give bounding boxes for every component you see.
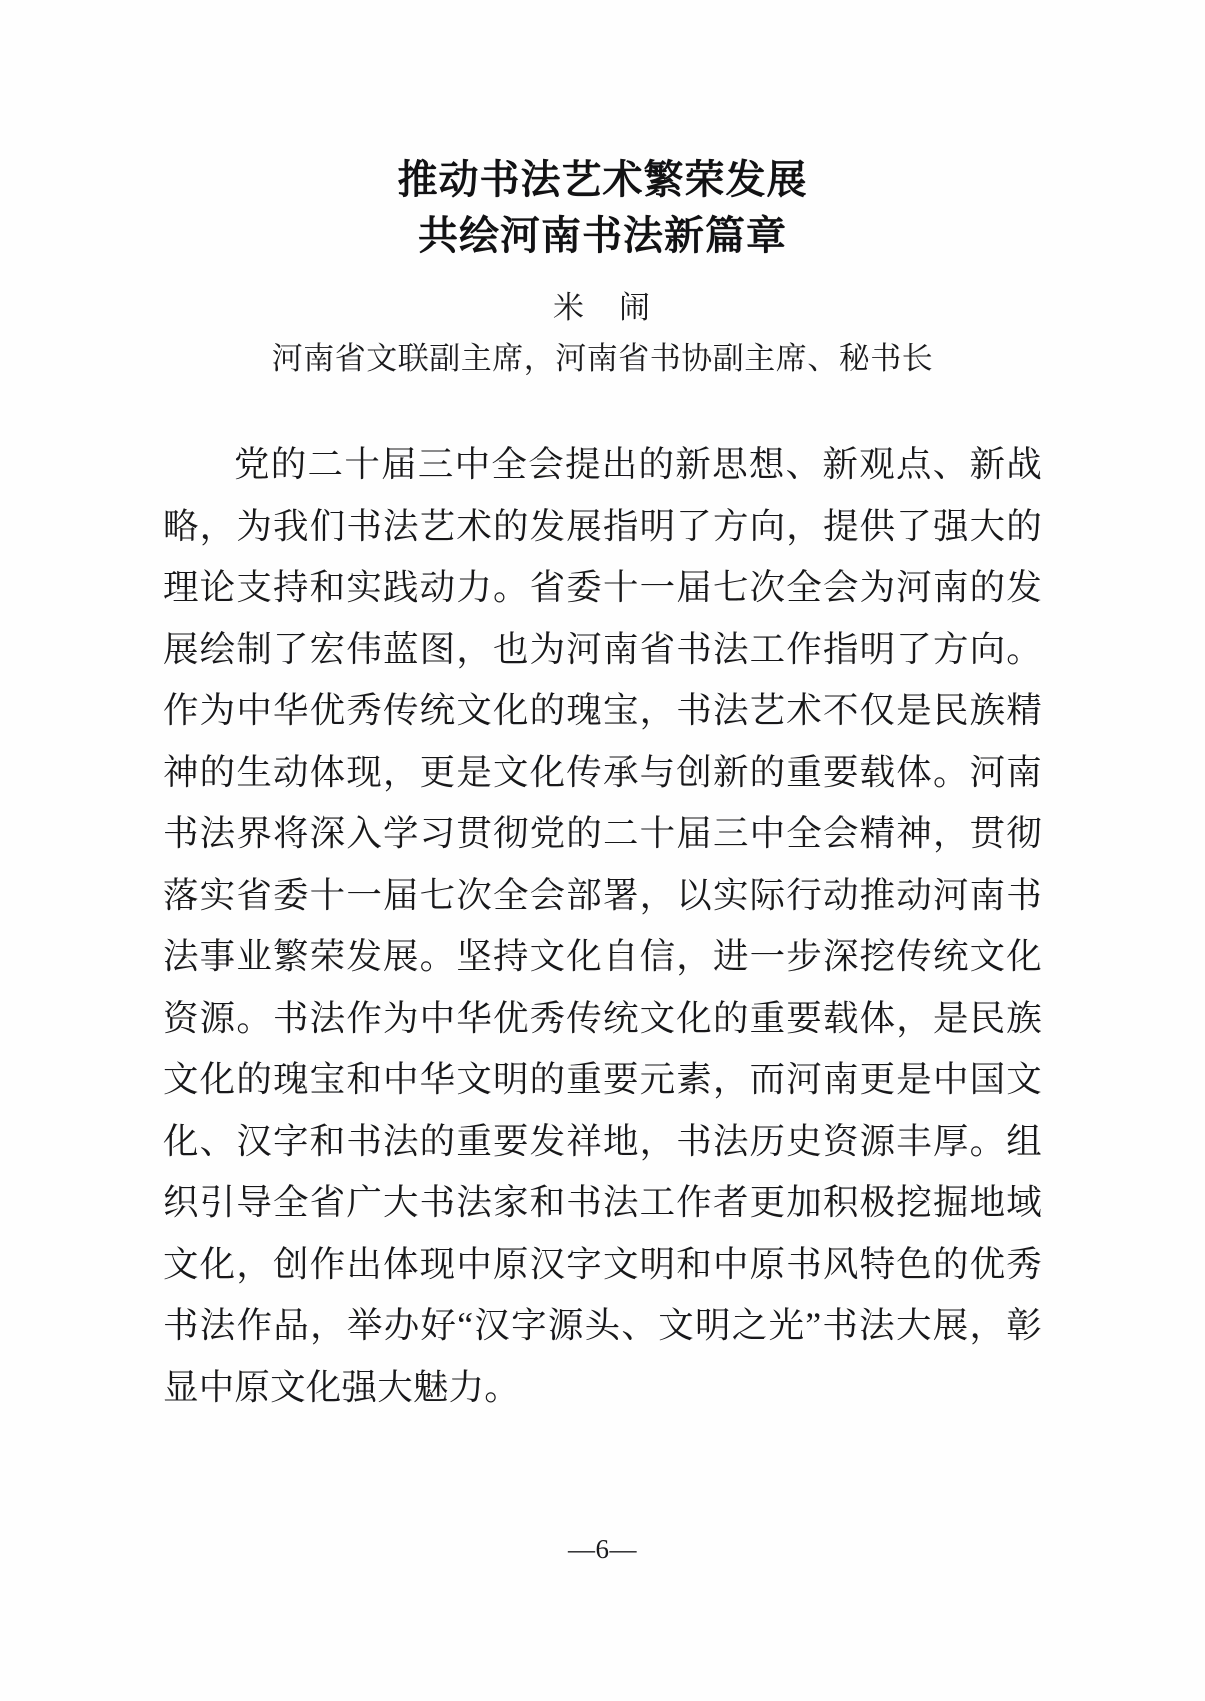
page-title-line-1: 推动书法艺术繁荣发展	[397, 157, 808, 202]
body-region	[0, 434, 1205, 1418]
title-block	[0, 0, 1205, 382]
page-number: —6—	[568, 1534, 637, 1564]
body-paragraph: 党的二十届三中全会提出的新思想、新观点、新战略，为我们书法艺术的发展指明了方向，提供了强大的理论支持和实践动力。省委十一届七次全会为河南的发展绘制了宏伟蓝图，也为河南省书法工作指明了方向。作为中华优秀传统文化的瑰宝，书法艺术不仅是民族精神的生动体现，更是文化传承与创新的重要载体。河南书法界将深入学习贯彻党的二十届三中全会精神，贯彻落实省委十一届七次全会部署，以实际行动推动河南书法事业繁荣发展。坚持文化自信，进一步深挖传统文化资源。书法作为中华优秀传统文化的重要载体，是民族文化的瑰宝和中华文明的重要元素，而河南更是中国文化、汉字和书法的重要发祥地，书法历史资源丰厚。组织引导全省广大书法家和书法工作者更加积极挖掘地域文化，创作出体现中原汉字文明和中原书风特色的优秀书法作品，举办好“汉字源头、文明之光”书法大展，彰显中原文化强大魅力。	[163, 444, 1042, 1407]
author-affiliation: 河南省文联副主席，河南省书协副主席、秘书长	[271, 341, 934, 376]
author-name: 米 闹	[553, 290, 652, 325]
page-title-line-2: 共绘河南书法新篇章	[418, 213, 787, 258]
